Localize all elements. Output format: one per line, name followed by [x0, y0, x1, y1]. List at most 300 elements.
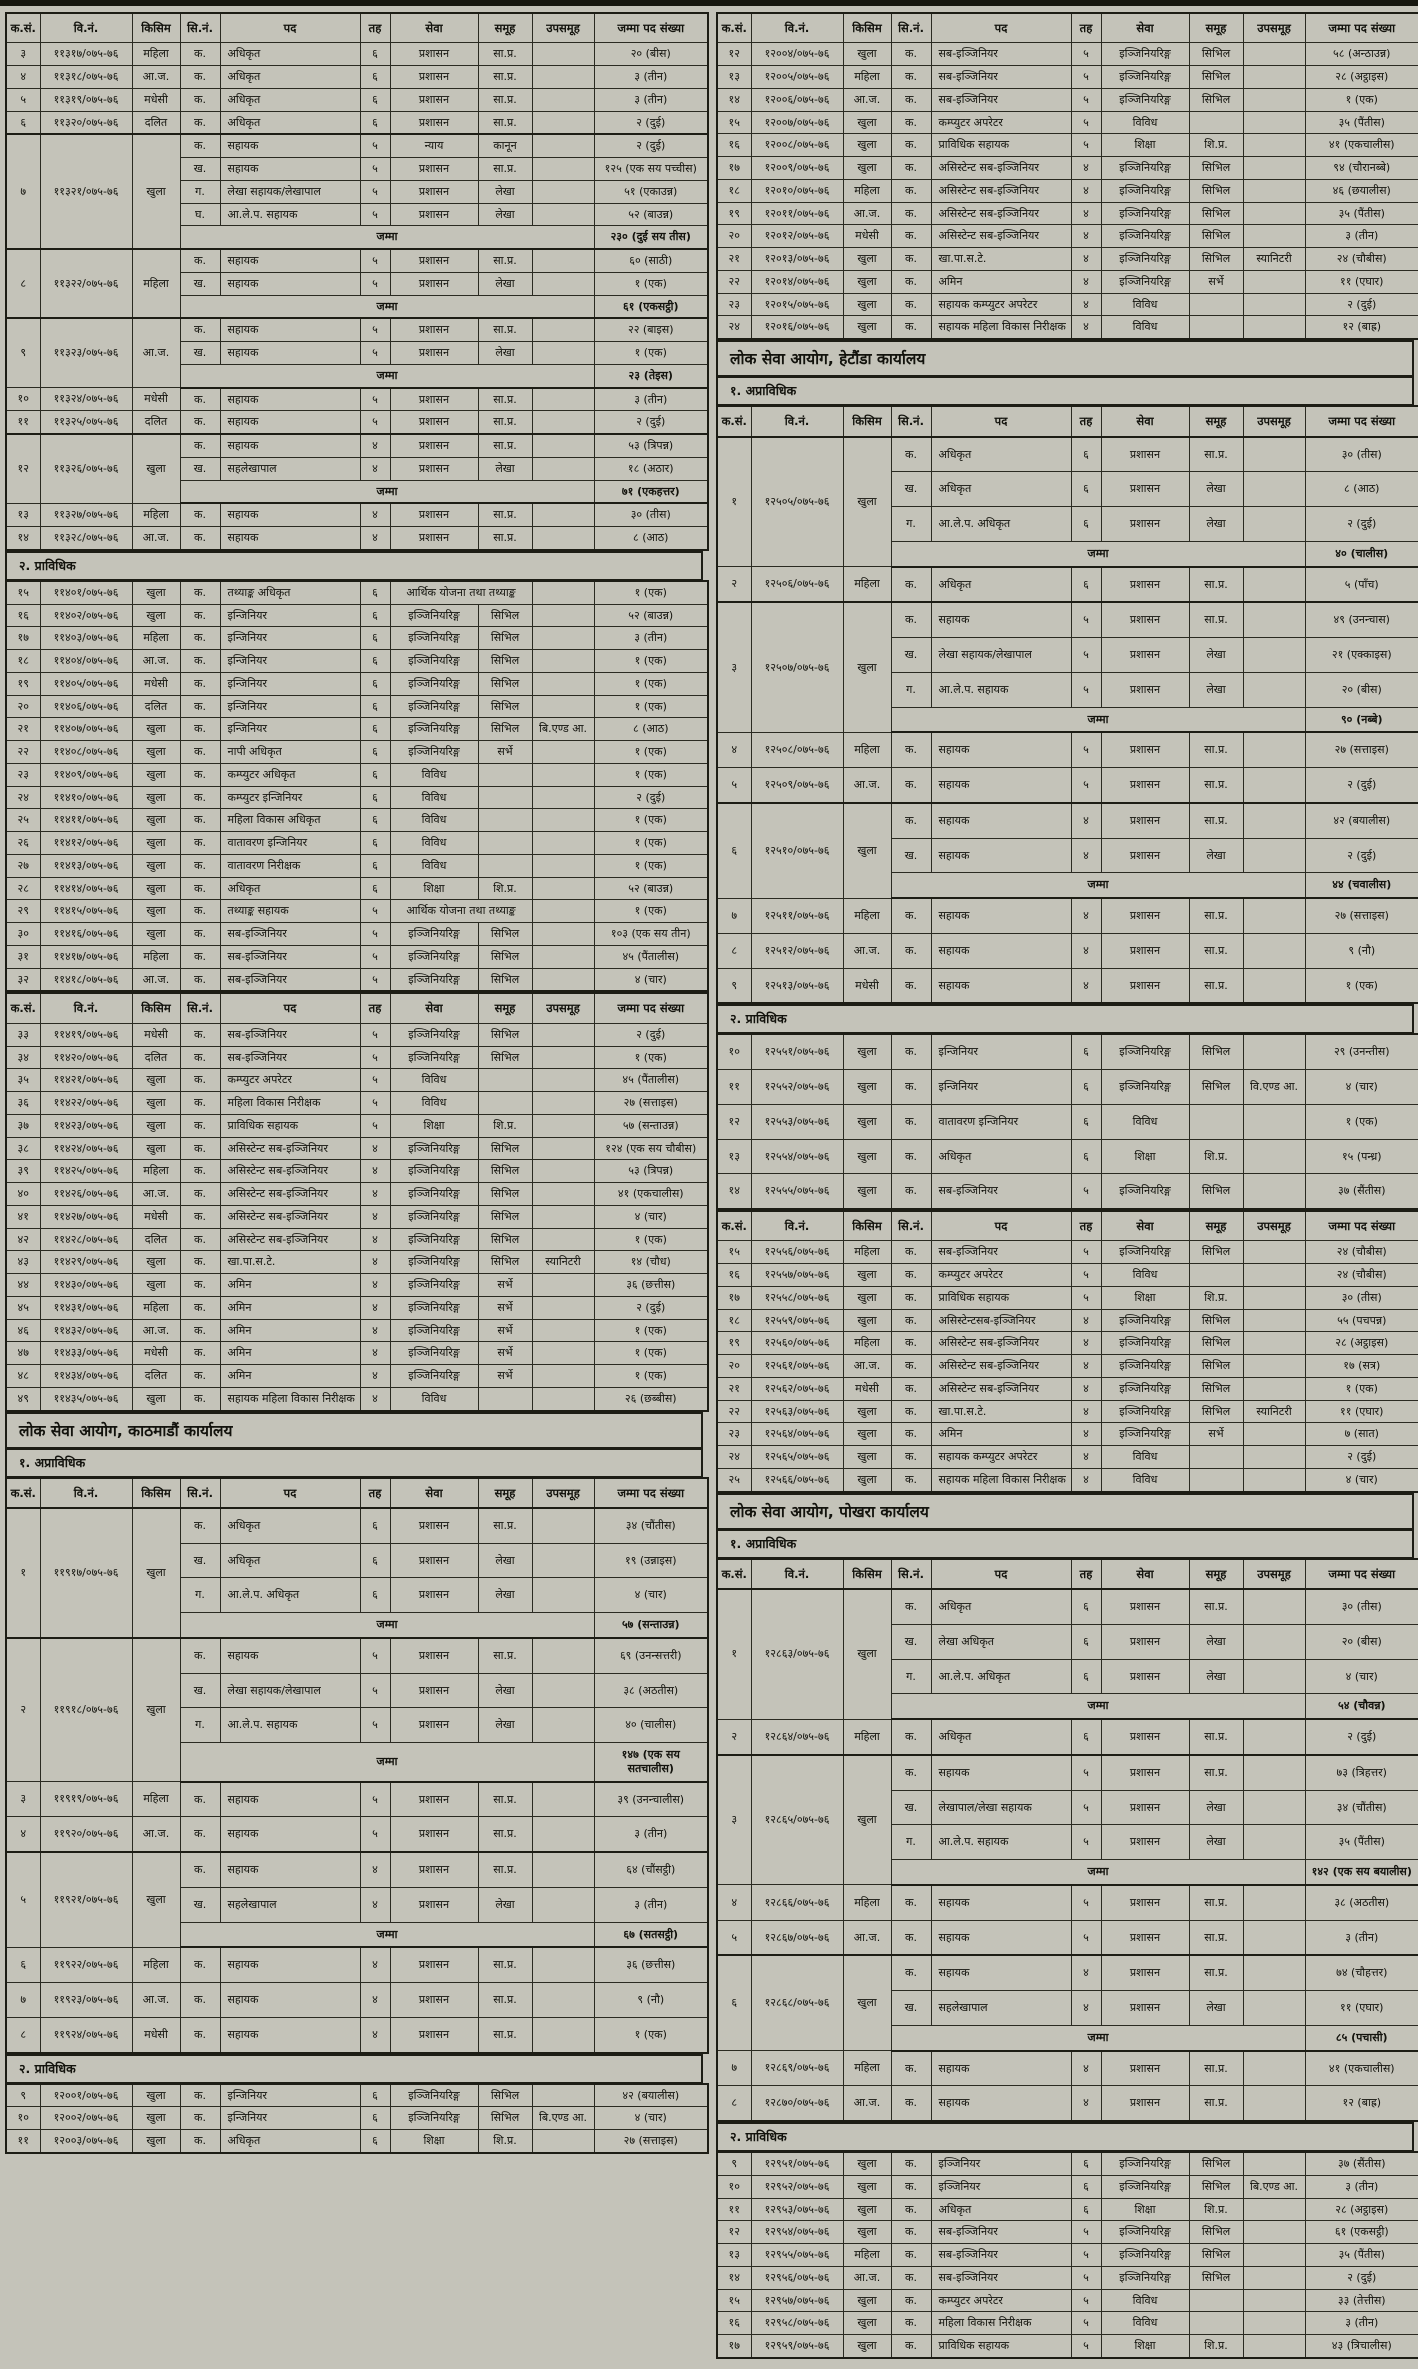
cell-level: ४ — [1071, 2051, 1101, 2086]
cell-total: ४ (चार) — [594, 1205, 708, 1228]
table-row — [6, 900, 708, 923]
cell-serial: २३ — [6, 763, 40, 786]
cell-kisim: महिला — [843, 1885, 891, 1920]
cell-subgroup — [532, 342, 594, 365]
cell-sub-serial: ख. — [891, 472, 931, 507]
cell-serial: ५ — [717, 1920, 751, 1955]
cell-serial: २१ — [717, 248, 751, 271]
table-row — [717, 1355, 1418, 1378]
cell-group: सिभिल — [1189, 248, 1243, 271]
cell-group: लेखा — [1189, 507, 1243, 542]
cell-sub-serial: ख. — [180, 158, 220, 181]
cell-advert-no: ११९२०/०७५-७६ — [40, 1817, 132, 1852]
cell-total: १२ (बाह्र) — [1305, 316, 1418, 339]
cell-group: सर्भे — [478, 1296, 532, 1319]
cell-sub-serial: क. — [891, 1955, 931, 1990]
cell-post: तथ्याङ्क अधिकृत — [220, 581, 360, 604]
table-row — [6, 854, 708, 877]
cell-service: प्रशासन — [1101, 437, 1189, 472]
cell-sub-serial: क. — [891, 202, 931, 225]
cell-level: ६ — [1071, 2175, 1101, 2198]
cell-level: ४ — [1071, 1955, 1101, 1990]
cell-sub-serial: क. — [180, 1817, 220, 1852]
cell-service: इञ्जिनियरिङ्ग — [1101, 2244, 1189, 2267]
cell-kisim: खुला — [843, 1755, 891, 1885]
cell-kisim: खुला — [132, 900, 180, 923]
cell-serial: ३४ — [6, 1046, 40, 1069]
cell-group: लेखा — [1189, 1825, 1243, 1860]
cell-service: शिक्षा — [1101, 1286, 1189, 1309]
table-row — [6, 1508, 708, 1543]
cell-total: २२ (बाइस) — [594, 318, 708, 341]
cell-service: इञ्जिनियरिङ्ग — [390, 604, 478, 627]
cell-serial: ५ — [6, 1852, 40, 1947]
cell-subgroup — [532, 1817, 594, 1852]
section-heading: २. प्राविधिक — [5, 2054, 703, 2083]
cell-post: सहायक — [220, 503, 360, 526]
cell-advert-no: ११९२३/०७५-७६ — [40, 1983, 132, 2018]
cell-advert-no: १२००४/०७५-७६ — [751, 43, 843, 66]
cell-service: प्रशासन — [390, 1708, 478, 1743]
cell-service: विविध — [390, 854, 478, 877]
cell-serial: ९ — [6, 318, 40, 387]
table-row — [717, 1468, 1418, 1491]
jamma-label: जम्मा — [891, 2025, 1305, 2050]
cell-level: ५ — [360, 900, 390, 923]
cell-level: ४ — [360, 1183, 390, 1206]
column-header: तह — [360, 993, 390, 1023]
jamma-total: ७१ (एकहत्तर) — [594, 480, 708, 503]
cell-total: १ (एक) — [594, 1365, 708, 1388]
column-header: वि.नं. — [40, 1478, 132, 1508]
cell-kisim: खुला — [132, 832, 180, 855]
cell-total: ८ (आठ) — [1305, 472, 1418, 507]
cell-subgroup — [1243, 1468, 1305, 1491]
cell-group: सिभिल — [1189, 2266, 1243, 2289]
cell-post: प्राविधिक सहायक — [931, 1286, 1071, 1309]
cell-level: ५ — [360, 1817, 390, 1852]
cell-advert-no: १२५५३/०७५-७६ — [751, 1104, 843, 1139]
column-header: समूह — [1189, 1211, 1243, 1241]
cell-kisim: खुला — [843, 2175, 891, 2198]
cell-post: अधिकृत — [931, 2198, 1071, 2221]
cell-serial: १६ — [717, 2312, 751, 2335]
cell-subgroup — [532, 1887, 594, 1922]
table-row — [6, 1137, 708, 1160]
cell-kisim: मधेसी — [132, 388, 180, 411]
cell-group: लेखा — [1189, 838, 1243, 873]
right-column — [716, 12, 1414, 2359]
cell-kisim: खुला — [132, 1852, 180, 1947]
cell-post: लेखापाल/लेखा सहायक — [931, 1790, 1071, 1825]
cell-subgroup — [532, 1782, 594, 1817]
cell-subgroup — [1243, 1790, 1305, 1825]
cell-post: सहायक — [220, 1947, 360, 1982]
cell-sub-serial: क. — [180, 66, 220, 89]
cell-serial: १५ — [717, 1241, 751, 1264]
cell-group: सा.प्र. — [1189, 1955, 1243, 1990]
cell-subgroup — [1243, 732, 1305, 767]
cell-service: इञ्जिनियरिङ्ग — [390, 1183, 478, 1206]
cell-level: ६ — [360, 1578, 390, 1613]
cell-total: ९ (नौ) — [594, 1983, 708, 2018]
column-header: उपसमूह — [1243, 1211, 1305, 1241]
cell-level: ६ — [360, 786, 390, 809]
cell-service: प्रशासन — [390, 1673, 478, 1708]
cell-sub-serial: क. — [180, 111, 220, 134]
cell-group: सर्भे — [478, 741, 532, 764]
cell-level: ५ — [1071, 111, 1101, 134]
cell-sub-serial: ख. — [180, 272, 220, 295]
cell-sub-serial: क. — [180, 1782, 220, 1817]
cell-kisim: खुला — [843, 1955, 891, 2050]
cell-post: इन्जिनियर — [931, 1034, 1071, 1069]
cell-kisim: खुला — [843, 1174, 891, 1209]
cell-advert-no: १२५६४/०७५-७६ — [751, 1423, 843, 1446]
cell-service: विविध — [390, 763, 478, 786]
cell-post: सहायक — [220, 249, 360, 272]
cell-kisim: महिला — [843, 2244, 891, 2267]
cell-total: ६४ (चौंसट्ठी) — [594, 1852, 708, 1887]
cell-level: ६ — [360, 2107, 390, 2130]
cell-kisim: खुला — [132, 1508, 180, 1638]
cell-advert-no: ११४३१/०७५-७६ — [40, 1296, 132, 1319]
cell-advert-no: ११४२६/०७५-७६ — [40, 1183, 132, 1206]
cell-level: ४ — [360, 1251, 390, 1274]
cell-sub-serial: क. — [891, 179, 931, 202]
cell-kisim: खुला — [132, 741, 180, 764]
cell-serial: ३३ — [6, 1023, 40, 1046]
cell-post: सब-इञ्जिनियर — [931, 1241, 1071, 1264]
cell-service: शिक्षा — [1101, 2198, 1189, 2221]
table-row — [6, 1069, 708, 1092]
cell-sub-serial: ख. — [180, 342, 220, 365]
cell-kisim: आ.ज. — [843, 88, 891, 111]
cell-post: अमिन — [220, 1274, 360, 1297]
cell-sub-serial: क. — [180, 1947, 220, 1982]
cell-service: इञ्जिनियरिङ्ग — [390, 672, 478, 695]
cell-level: ५ — [360, 249, 390, 272]
cell-group: सर्भे — [478, 1365, 532, 1388]
cell-advert-no: ११३१९/०७५-७६ — [40, 88, 132, 111]
cell-group: सर्भे — [1189, 270, 1243, 293]
cell-serial: २६ — [6, 832, 40, 855]
cell-level: ६ — [360, 627, 390, 650]
cell-subgroup — [1243, 43, 1305, 66]
cell-kisim: महिला — [843, 179, 891, 202]
cell-serial: ४ — [717, 732, 751, 767]
cell-group: शि.प्र. — [1189, 1286, 1243, 1309]
cell-service: विविध — [1101, 1264, 1189, 1287]
cell-kisim: खुला — [843, 316, 891, 339]
column-header: सि.नं. — [180, 13, 220, 43]
cell-kisim: दलित — [132, 1365, 180, 1388]
cell-service: शिक्षा — [390, 1114, 478, 1137]
cell-post: सहायक — [931, 898, 1071, 933]
table-row — [717, 88, 1418, 111]
table-row — [6, 1046, 708, 1069]
cell-level: ४ — [1071, 1468, 1101, 1491]
cell-subgroup — [1243, 898, 1305, 933]
cell-subgroup — [532, 1274, 594, 1297]
cell-advert-no: ११४१५/०७५-७६ — [40, 900, 132, 923]
cell-sub-serial: क. — [180, 672, 220, 695]
cell-kisim: आ.ज. — [843, 933, 891, 968]
column-header: सेवा — [390, 1478, 478, 1508]
cell-group: लेखा — [1189, 1659, 1243, 1694]
cell-post: सहायक — [931, 803, 1071, 838]
cell-total: १ (एक) — [594, 581, 708, 604]
cell-service: प्रशासन — [390, 411, 478, 434]
vacancy-table — [716, 1210, 1418, 1493]
cell-kisim: मधेसी — [132, 1342, 180, 1365]
cell-total: ३५ (पैंतीस) — [1305, 111, 1418, 134]
cell-advert-no: १२५५२/०७५-७६ — [751, 1070, 843, 1105]
cell-group — [1189, 316, 1243, 339]
column-header: वि.नं. — [40, 13, 132, 43]
cell-level: ६ — [360, 741, 390, 764]
cell-advert-no: १२५५५/०७५-७६ — [751, 1174, 843, 1209]
column-header: जम्मा पद संख्या — [594, 13, 708, 43]
cell-group: सा.प्र. — [478, 1508, 532, 1543]
cell-service: इञ्जिनियरिङ्ग — [1101, 1070, 1189, 1105]
cell-service: शिक्षा — [1101, 1139, 1189, 1174]
cell-sub-serial: क. — [891, 1920, 931, 1955]
jamma-label: जम्मा — [180, 480, 594, 503]
cell-post: इन्जिनियर — [220, 2084, 360, 2107]
cell-level: ४ — [1071, 1355, 1101, 1378]
cell-serial: १२ — [6, 434, 40, 503]
cell-subgroup — [532, 180, 594, 203]
cell-total: ५७ (सन्ताउन्न) — [594, 1114, 708, 1137]
cell-subgroup — [532, 1023, 594, 1046]
header-row — [717, 13, 1418, 43]
cell-advert-no: १२८६४/०७५-७६ — [751, 1719, 843, 1755]
cell-subgroup — [1243, 638, 1305, 673]
cell-post: तथ्याङ्क सहायक — [220, 900, 360, 923]
table-row — [6, 968, 708, 991]
jamma-label: जम्मा — [180, 295, 594, 318]
table-row — [717, 933, 1418, 968]
table-row — [6, 1092, 708, 1115]
cell-total: ३६ (छत्तीस) — [594, 1947, 708, 1982]
table-row — [717, 732, 1418, 767]
cell-group: लेखा — [1189, 1790, 1243, 1825]
cell-group — [478, 854, 532, 877]
cell-advert-no: ११४३४/०७५-७६ — [40, 1365, 132, 1388]
cell-group: सा.प्र. — [1189, 602, 1243, 637]
cell-level: ४ — [360, 1228, 390, 1251]
cell-sub-serial: क. — [891, 2175, 931, 2198]
cell-group: सा.प्र. — [478, 388, 532, 411]
table-row — [6, 581, 708, 604]
cell-total: ३ (तीन) — [594, 627, 708, 650]
cell-group — [1189, 1104, 1243, 1139]
cell-advert-no: १२०११/०७५-७६ — [751, 202, 843, 225]
cell-group: सिभिल — [478, 672, 532, 695]
cell-service: इञ्जिनियरिङ्ग — [1101, 2152, 1189, 2175]
cell-sub-serial: क. — [891, 1264, 931, 1287]
column-header: वि.नं. — [751, 13, 843, 43]
cell-kisim: मधेसी — [132, 672, 180, 695]
cell-subgroup — [532, 111, 594, 134]
cell-post: वातावरण इन्जिनियर — [220, 832, 360, 855]
cell-serial: १८ — [717, 1309, 751, 1332]
cell-service: इञ्जिनियरिङ्ग — [390, 923, 478, 946]
table-row — [6, 88, 708, 111]
table-row — [717, 2221, 1418, 2244]
table-row — [717, 2051, 1418, 2086]
cell-level: ६ — [1071, 437, 1101, 472]
cell-post: सहायक — [220, 388, 360, 411]
table-row — [6, 1782, 708, 1817]
cell-serial: १ — [717, 1589, 751, 1719]
cell-advert-no: ११४३२/०७५-७६ — [40, 1319, 132, 1342]
cell-group: सा.प्र. — [478, 318, 532, 341]
column-header: किसिम — [132, 13, 180, 43]
cell-serial: ८ — [6, 249, 40, 318]
table-row — [6, 134, 708, 157]
table-row — [6, 923, 708, 946]
cell-serial: ३९ — [6, 1160, 40, 1183]
cell-kisim: आ.ज. — [132, 650, 180, 673]
cell-sub-serial: क. — [891, 111, 931, 134]
table-row — [717, 1264, 1418, 1287]
cell-serial: ३० — [6, 923, 40, 946]
cell-post: कम्प्युटर इन्जिनियर — [220, 786, 360, 809]
cell-level: ६ — [360, 650, 390, 673]
cell-service: प्रशासन — [1101, 567, 1189, 603]
table-row — [6, 672, 708, 695]
jamma-total: १४७ (एक सय सतचालीस) — [594, 1743, 708, 1782]
cell-advert-no: ११४२०/०७५-७६ — [40, 1046, 132, 1069]
cell-serial: १ — [717, 437, 751, 567]
cell-total: ४५ (पैंतालीस) — [594, 945, 708, 968]
column-header: क.सं. — [717, 13, 751, 43]
cell-level: ५ — [1071, 768, 1101, 803]
cell-kisim: खुला — [132, 2107, 180, 2130]
cell-total: ४ (चार) — [594, 2107, 708, 2130]
cell-level: ६ — [360, 88, 390, 111]
cell-subgroup: बि.एण्ड आ. — [532, 2107, 594, 2130]
cell-level: ४ — [1071, 225, 1101, 248]
cell-post: आ.ले.प. अधिकृत — [931, 1659, 1071, 1694]
cell-service: विविध — [1101, 2289, 1189, 2312]
cell-group: सिभिल — [478, 1251, 532, 1274]
cell-level: ४ — [1071, 270, 1101, 293]
table-row — [717, 157, 1418, 180]
cell-service: प्रशासन — [390, 180, 478, 203]
cell-sub-serial: क. — [180, 1137, 220, 1160]
cell-service: प्रशासन — [1101, 2051, 1189, 2086]
table-row — [6, 2017, 708, 2052]
cell-post: अधिकृत — [931, 567, 1071, 603]
cell-subgroup — [532, 627, 594, 650]
cell-level: ५ — [360, 945, 390, 968]
cell-sub-serial: क. — [891, 1377, 931, 1400]
cell-post: सहलेखापाल — [931, 1991, 1071, 2026]
cell-post: सब-इञ्जिनियर — [220, 923, 360, 946]
cell-level: ५ — [360, 1046, 390, 1069]
cell-service: प्रशासन — [1101, 672, 1189, 707]
table-row — [717, 1377, 1418, 1400]
cell-sub-serial: क. — [180, 1319, 220, 1342]
column-header: जम्मा पद संख्या — [1305, 1211, 1418, 1241]
cell-serial: १४ — [6, 527, 40, 550]
cell-serial: २४ — [717, 1446, 751, 1469]
cell-post: सहायक — [220, 1983, 360, 2018]
cell-level: ५ — [1071, 2312, 1101, 2335]
cell-service: विविध — [390, 809, 478, 832]
cell-sub-serial: ग. — [180, 1708, 220, 1743]
cell-subgroup — [532, 1983, 594, 2018]
cell-subgroup — [1243, 111, 1305, 134]
cell-group — [478, 786, 532, 809]
cell-advert-no: १२५५९/०७५-७६ — [751, 1309, 843, 1332]
cell-level: ४ — [360, 1852, 390, 1887]
cell-group — [478, 763, 532, 786]
cell-kisim: आ.ज. — [132, 1319, 180, 1342]
cell-advert-no: ११९१९/०७५-७६ — [40, 1782, 132, 1817]
cell-level: ६ — [1071, 1139, 1101, 1174]
table-row — [6, 741, 708, 764]
cell-subgroup — [1243, 2152, 1305, 2175]
cell-group: सा.प्र. — [1189, 968, 1243, 1003]
cell-level: ६ — [1071, 1034, 1101, 1069]
column-header: जम्मा पद संख्या — [1305, 1559, 1418, 1589]
cell-kisim: खुला — [132, 1137, 180, 1160]
cell-sub-serial: क. — [891, 602, 931, 637]
cell-subgroup — [1243, 838, 1305, 873]
cell-serial: ११ — [717, 1070, 751, 1105]
cell-advert-no: १२५५७/०७५-७६ — [751, 1264, 843, 1287]
cell-kisim: महिला — [843, 2051, 891, 2086]
cell-service: विविध — [1101, 1446, 1189, 1469]
cell-post: महिला विकास अधिकृत — [220, 809, 360, 832]
cell-post: सहायक — [220, 158, 360, 181]
cell-subgroup — [1243, 157, 1305, 180]
cell-sub-serial: क. — [891, 768, 931, 803]
cell-group — [1189, 1264, 1243, 1287]
cell-service: प्रशासन — [390, 434, 478, 457]
table-row — [6, 2130, 708, 2153]
cell-service: प्रशासन — [1101, 1719, 1189, 1755]
cell-service: इञ्जिनियरिङ्ग — [1101, 2221, 1189, 2244]
cell-advert-no: ११४०७/०७५-७६ — [40, 718, 132, 741]
cell-subgroup — [1243, 2289, 1305, 2312]
cell-post: वातावरण निरीक्षक — [220, 854, 360, 877]
cell-total: ३० (तीस) — [1305, 1286, 1418, 1309]
cell-service: प्रशासन — [390, 1638, 478, 1673]
cell-post: अमिन — [931, 270, 1071, 293]
table-row — [717, 1920, 1418, 1955]
cell-total: २ (दुई) — [1305, 507, 1418, 542]
cell-post: प्राविधिक सहायक — [931, 134, 1071, 157]
table-row — [6, 604, 708, 627]
cell-subgroup: बि.एण्ड आ. — [1243, 2175, 1305, 2198]
cell-total: १५ (पन्ध्र) — [1305, 1139, 1418, 1174]
cell-advert-no: ११४३५/०७५-७६ — [40, 1387, 132, 1410]
cell-serial: ४५ — [6, 1296, 40, 1319]
cell-kisim: आ.ज. — [132, 1817, 180, 1852]
cell-advert-no: १२००६/०७५-७६ — [751, 88, 843, 111]
cell-group: सा.प्र. — [478, 88, 532, 111]
cell-total: १८ (अठार) — [594, 457, 708, 480]
cell-kisim: महिला — [843, 1332, 891, 1355]
vacancy-table — [716, 1033, 1418, 1210]
cell-post: अधिकृत — [931, 472, 1071, 507]
cell-post: सहायक — [931, 1755, 1071, 1790]
